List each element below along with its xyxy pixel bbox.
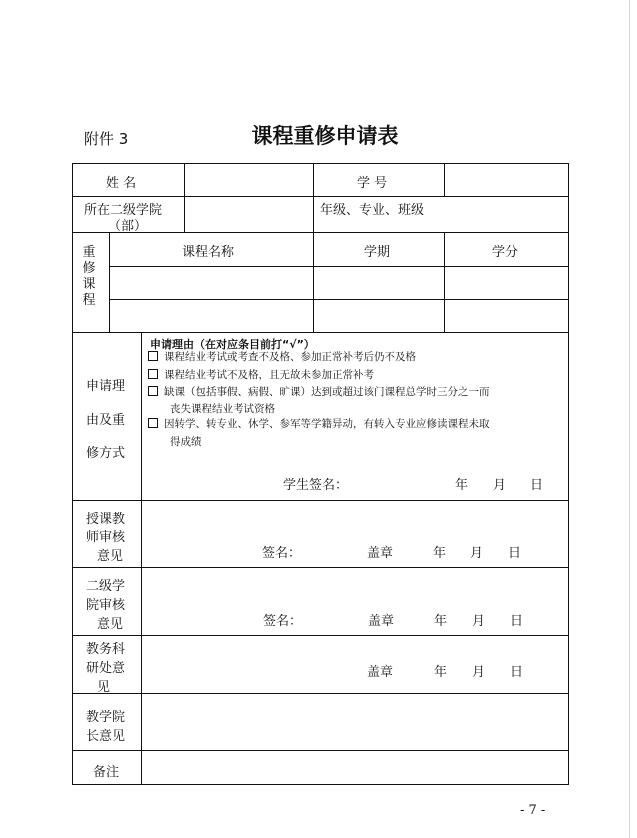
college-seal-label: 盖章 — [368, 614, 395, 629]
remarks-label: 备注 — [93, 765, 120, 780]
grade-major-class-field[interactable] — [445, 197, 568, 232]
college-review-label-2: 院审核 — [86, 598, 126, 613]
day-label: 日 — [508, 546, 522, 561]
semester-field-2[interactable] — [314, 300, 444, 332]
teacher-review-label-1: 授课教 — [86, 512, 126, 527]
day-label: 日 — [530, 478, 544, 493]
attachment-label: 附件 3 — [84, 130, 129, 148]
credit-field-1[interactable] — [445, 267, 568, 299]
college-review-label-3: 意见 — [97, 617, 124, 632]
reason-option-3-continued: 丧失课程结业考试资格 — [170, 403, 275, 415]
college-label-dept: （部） — [108, 219, 148, 234]
semester-header: 学期 — [364, 245, 391, 260]
year-label: 年 — [455, 478, 469, 493]
month-label: 月 — [472, 614, 486, 629]
course-name-header: 课程名称 — [182, 245, 235, 260]
reason-row-label-1: 申请理 — [86, 379, 126, 394]
dean-opinion-label-1: 教学院 — [86, 710, 126, 725]
teacher-seal-label: 盖章 — [367, 546, 394, 561]
month-label: 月 — [472, 665, 486, 680]
reason-row-label-2: 由及重 — [86, 413, 126, 428]
college-field[interactable] — [185, 197, 313, 232]
day-label: 日 — [510, 614, 524, 629]
day-label: 日 — [510, 665, 524, 680]
row-divider — [72, 500, 569, 501]
reason-row-label-3: 修方式 — [86, 446, 126, 461]
student-id-field[interactable] — [445, 164, 568, 196]
month-label: 月 — [493, 478, 507, 493]
college-signature-label: 签名： — [263, 614, 303, 629]
academic-affairs-label-1: 教务科 — [86, 642, 126, 657]
academic-affairs-seal-label: 盖章 — [367, 665, 394, 680]
academic-affairs-label-2: 研处意 — [86, 661, 126, 676]
name-label: 姓 名 — [106, 176, 137, 191]
checkbox-icon[interactable] — [148, 386, 158, 396]
grade-major-class-label: 年级、专业、班级 — [320, 203, 425, 218]
reason-option-4[interactable]: 因转学、转专业、休学、参军等学籍异动，有转入专业应修读课程未取 — [148, 417, 490, 432]
semester-field-1[interactable] — [314, 267, 444, 299]
reason-option-1[interactable]: 课程结业考试或考查不及格、参加正常补考后仍不及格 — [148, 350, 416, 365]
course-name-field-1[interactable] — [110, 267, 313, 299]
dean-opinion-field[interactable] — [142, 694, 568, 750]
college-review-label-1: 二级学 — [86, 579, 126, 594]
credit-header: 学分 — [492, 245, 519, 260]
retake-course-label: 重 修 课 程 — [82, 245, 96, 308]
dean-opinion-label-2: 长意见 — [86, 729, 126, 744]
student-id-label: 学 号 — [357, 176, 388, 191]
month-label: 月 — [470, 546, 484, 561]
reason-option-4-continued: 得成绩 — [170, 436, 202, 448]
reason-title: 申请理由（在对应条目前打“√”） — [150, 338, 315, 351]
teacher-signature-label: 签名： — [262, 546, 302, 561]
teacher-review-label-2: 师审核 — [86, 530, 126, 545]
checkbox-icon[interactable] — [148, 418, 158, 428]
year-label: 年 — [434, 665, 448, 680]
academic-affairs-label-3: 见 — [97, 680, 111, 695]
checkbox-icon[interactable] — [148, 369, 158, 379]
year-label: 年 — [434, 614, 448, 629]
student-signature-label: 学生签名： — [283, 478, 349, 493]
row-divider — [72, 567, 569, 568]
document-title: 课程重修申请表 — [251, 124, 399, 148]
year-label: 年 — [433, 546, 447, 561]
credit-field-2[interactable] — [445, 300, 568, 332]
row-divider — [72, 635, 569, 636]
remarks-field[interactable] — [142, 751, 568, 784]
reason-option-2[interactable]: 课程结业考试不及格，且无故未参加正常补考 — [148, 368, 374, 383]
name-field[interactable] — [185, 164, 313, 196]
row-divider — [72, 332, 569, 333]
teacher-review-label-3: 意见 — [97, 549, 124, 564]
page-number: - 7 - — [520, 803, 546, 818]
course-name-field-2[interactable] — [110, 300, 313, 332]
college-label: 所在二级学院 — [84, 203, 163, 218]
checkbox-icon[interactable] — [148, 351, 158, 361]
reason-option-3[interactable]: 缺课（包括事假、病假、旷课）达到或超过该门课程总学时三分之一而 — [148, 385, 490, 400]
page-edge — [629, 0, 630, 838]
